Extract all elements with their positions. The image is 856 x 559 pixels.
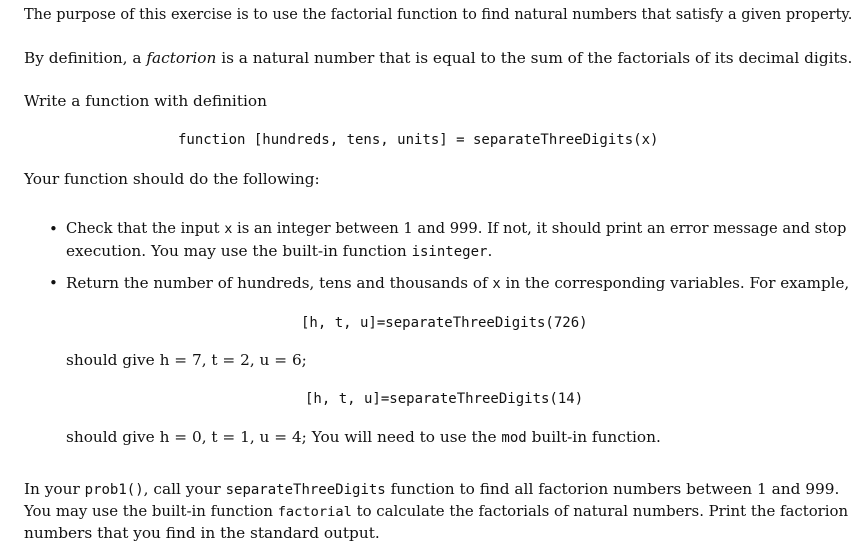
bullet-1-text: Check that the input <box>66 220 225 237</box>
final-line-3: numbers that you find in the standard output. <box>24 524 380 542</box>
example-2-result <box>66 426 661 449</box>
example-2-prefix: should give <box>66 428 160 446</box>
example-1-call: [h, t, u]=separateThreeDigits(726) <box>301 315 588 331</box>
example-1-values: h = 7, t = 2, u = 6; <box>159 351 307 369</box>
purpose-paragraph: The purpose of this exercise is to use the factorial function to find natural numbers that satisfy a given property. <box>24 7 853 23</box>
code-prob1: prob1() <box>84 482 144 498</box>
bullet-2-text: Return the number of hundreds, tens and thousands of <box>66 274 493 292</box>
definition-text-end: is a natural number that is equal to the sum of the factorials of its decimal digits. <box>216 49 853 67</box>
example-2-note: You will need to use the <box>306 428 502 446</box>
bullet-1-line-1 <box>66 218 846 240</box>
code-x: x <box>224 221 233 237</box>
code-x: x <box>492 276 501 292</box>
definition-text-start: By definition, a <box>24 49 147 67</box>
code-mod: mod <box>501 430 527 446</box>
code-factorial: factorial <box>277 504 352 520</box>
factorion-term: factorion <box>146 49 217 67</box>
bullet-1-period: . <box>487 242 493 260</box>
final-text-5: to calculate the factorials of natural numbers. Print the factorion <box>351 502 849 520</box>
bullet-2-text-cont: in the corresponding variables. For example, <box>500 274 850 292</box>
bullet-dot-icon: • <box>49 220 58 238</box>
code-separate-three-digits: separateThreeDigits <box>225 482 386 498</box>
example-1-prefix: should give <box>66 351 160 369</box>
bullet-dot-icon: • <box>49 274 58 292</box>
final-text-1: In your <box>24 480 85 498</box>
should-do-heading: Your function should do the following: <box>24 170 320 188</box>
code-isinteger: isinteger <box>411 244 488 260</box>
final-line-2 <box>24 500 848 523</box>
example-1-result <box>66 349 307 371</box>
final-text-3: function to find all factorion numbers between 1 and 999. <box>385 480 840 498</box>
bullet-1-line-2 <box>66 240 492 263</box>
example-2-values: h = 0, t = 1, u = 4; <box>159 428 307 446</box>
bullet-1-text-cont: is an integer between 1 and 999. If not, it should print an error message and stop <box>232 220 847 237</box>
function-signature: function [hundreds, tens, units] = separateThreeDigits(x) <box>178 132 659 148</box>
write-instruction: Write a function with definition <box>24 92 267 110</box>
definition-paragraph <box>24 47 852 69</box>
example-2-note-end: built-in function. <box>526 428 661 446</box>
example-2-call: [h, t, u]=separateThreeDigits(14) <box>305 391 584 407</box>
final-line-1 <box>24 478 839 501</box>
bullet-1-text-2: execution. You may use the built-in function <box>66 242 412 260</box>
final-text-2: , call your <box>143 480 226 498</box>
final-text-4: You may use the built-in function <box>24 502 278 520</box>
bullet-2-line-1 <box>66 272 849 295</box>
